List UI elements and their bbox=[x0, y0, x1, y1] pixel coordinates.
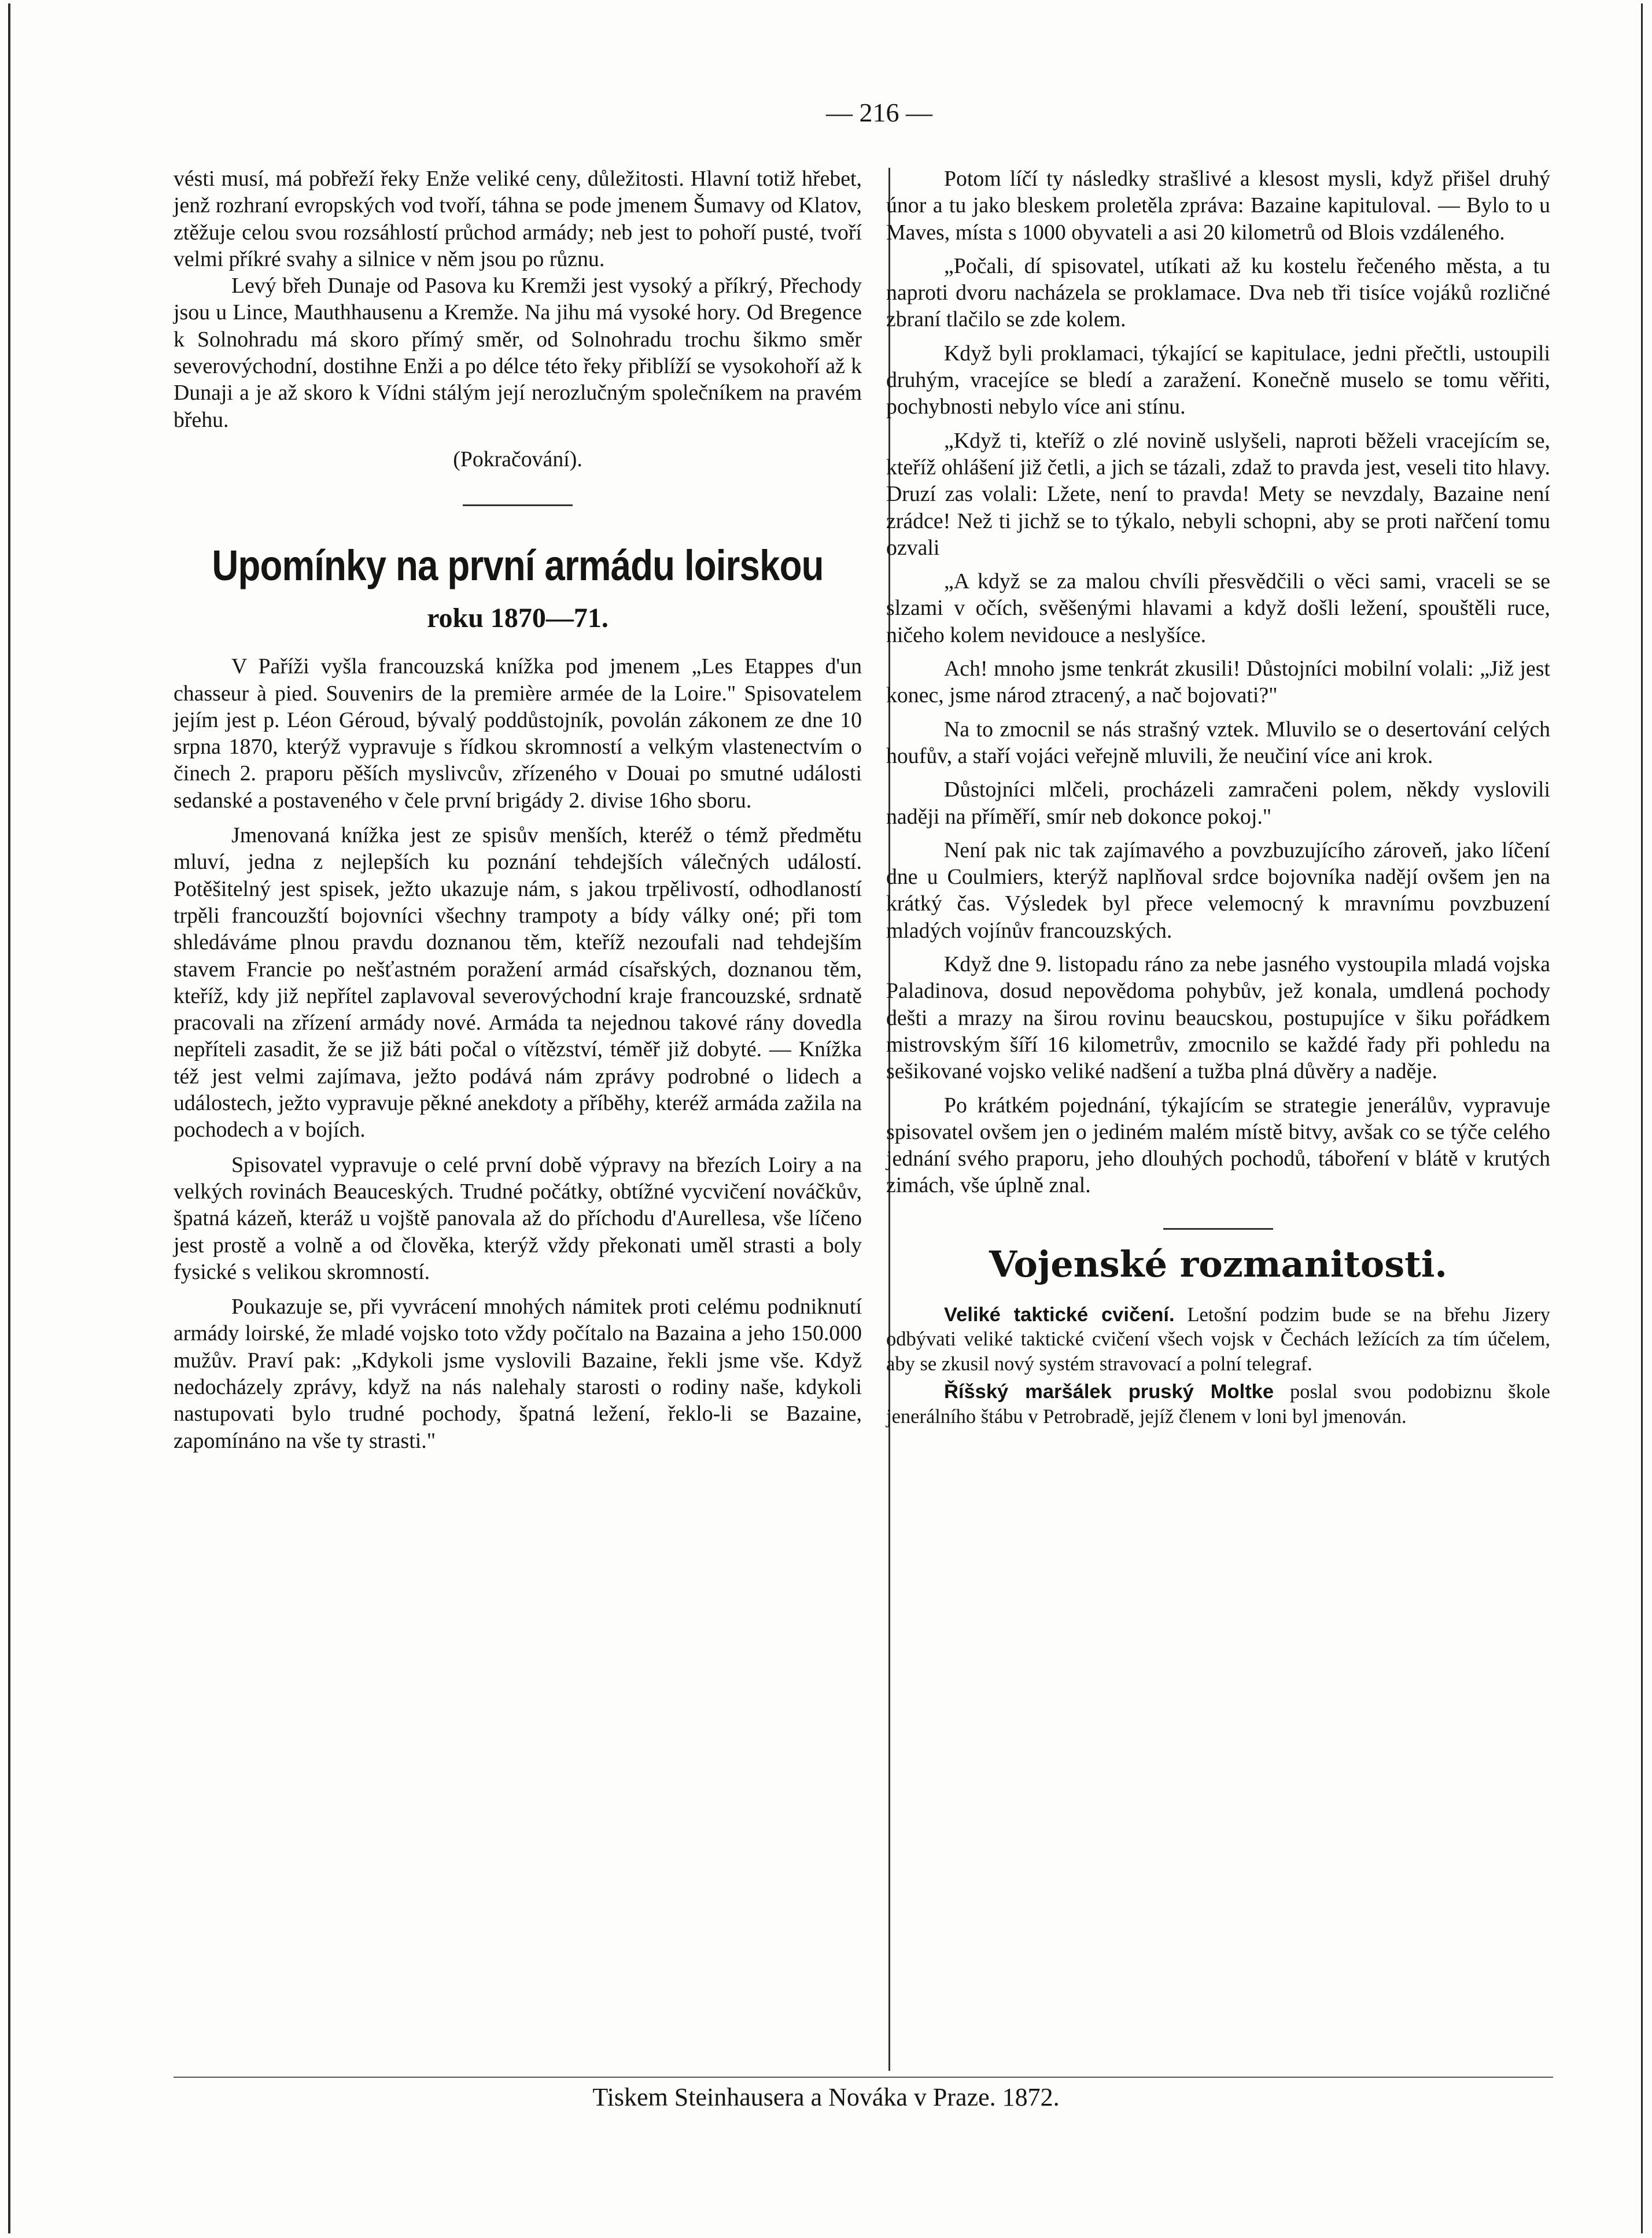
right-paragraph-8: Důstojníci mlčeli, procházeli zamračeni polem, někdy vyslovili naději na příměří, smír neb dokonce pokoj." bbox=[886, 777, 1550, 829]
left-paragraph-5: Spisovatel vypravuje o celé první době výpravy na březích Loiry a na velkých rovinách Beauceských. Trudné počátky, obtížné vycvičení nováčkův, špatná kázeň, kteráž u vojště panovala až do příchodu d'Aurellesa, vše líčeno jest prostě a volně a od člověka, kterýž vždy překonati uměl strasti a boly fysické s velikou skromností. bbox=[174, 1152, 862, 1284]
right-paragraph-10: Když dne 9. listopadu ráno za nebe jasného vystoupila mladá vojska Paladinova, dosud nepovědoma pohybův, jež konala, umdlená pochody dešti a mrazy na širou rovinu beaucskou, postupujíce v šiku pořádkem mistrovským šíří 16 kilometrův, zmocnilo se každé řady při pohledu na sešikované vojsko veliké nadšení a tužba plná důvěry a naděje. bbox=[886, 952, 1550, 1084]
section-divider bbox=[463, 504, 573, 506]
news-item-1-heading: Veliké taktické cvičení. bbox=[944, 1303, 1175, 1326]
right-paragraph-7: Na to zmocnil se nás strašný vztek. Mluvilo se o desertování celých houfův, a staří vojáci veřejně mluvili, že neučiní více ani krok. bbox=[886, 717, 1550, 768]
printer-imprint: Tiskem Steinhausera a Nováka v Praze. 1872. bbox=[592, 2083, 1060, 2111]
news-item-2 bbox=[886, 1380, 1550, 1429]
page-number: — 216 — bbox=[826, 98, 932, 127]
news-item-1-text: Letošní podzim bude se na břehu Jizery odbývati veliké taktické cvičení všech vojsk v Čechách ležících za tím účelem, aby se zkusil nový systém stravovací a polní telegraf. bbox=[886, 1303, 1550, 1375]
left-paragraph-1: vésti musí, má pobřeží řeky Enže veliké ceny, důležitosti. Hlavní totiž hřebet, jenž rozhraní evropských vod tvoří, táhna se pode jmenem Šumavy od Klatov, ztěžuje celou svou rozsáhlostí průchod armády; neb jest to pohoří pusté, tvoří velmi příkré svahy a silnice v něm jsou po různu. bbox=[174, 167, 862, 271]
right-paragraph-1: Potom líčí ty následky strašlivé a klesost mysli, když přišel druhý únor a tu jako bleskem proletěla zpráva: Bazaine kapituloval. — Bylo to u Maves, místa s 1000 obyvateli a asi 20 kilometrů od Blois vzdáleného. bbox=[886, 167, 1550, 245]
right-paragraph-9: Není pak nic tak zajímavého a povzbuzujícího zároveň, jako líčení dne u Coulmiers, kterýž naplňoval srdce bojovníka nadějí ovšem jen na krátký čas. Výsledek byl přece velemocný k mravnímu povzbuzení mladých vojínův francouzských. bbox=[886, 838, 1550, 943]
left-column bbox=[174, 165, 862, 1454]
left-paragraph-4: Jmenovaná knížka jest ze spisův menších, kteréž o témž předmětu mluví, jedna z nejlepších ku poznání tehdejších válečných událostí. Potěšitelný jest spisek, ježto ukazuje nám, s jakou trpělivostí, odhodlaností trpěli francouzští bojovníci všechny trampoty a bídy války oné; při tom shledáváme plnou pravdu doznanou těm, kteříž nezoufali nad tehdejším stavem Francie po nešťastném poražení armád císařských, doznanou těm, kteříž, kdy již nepřítel zaplavoval severovýchodní kraje francouzské, srdnatě pracovali na zřízení armády nové. Armáda ta nejednou takové rány dovedla nepříteli zasadit, že se již báti počal o vítězství, téměř již dobyté. — Knížka též jest velmi zajímava, ježto podává nám zprávy podrobné o lidech a událostech, ježto vypravuje pěkné anekdoty a příběhy, kteréž armáda zažila na pochodech a v bojích. bbox=[174, 823, 862, 1142]
news-item-2-heading: Říšský maršálek pruský Moltke bbox=[944, 1381, 1274, 1403]
right-paragraph-4: „Když ti, kteříž o zlé novině uslyšeli, naproti běželi vracejícím se, kteříž ohlášení již četli, a jich se tázali, zdaž to pravda jest, veseli tito hlavy. Druzí zas volali: Lžete, není to pravda! Mety se nevzdaly, Bazaine není zrádce! Než ti jichž se to týkalo, nebyli schopni, aby se proti nařčení tomu ozvali bbox=[886, 428, 1550, 560]
news-item-1 bbox=[886, 1303, 1550, 1377]
right-paragraph-2: „Počali, dí spisovatel, utíkati až ku kostelu řečeného města, a tu naproti dvoru nacházela se proklamace. Dva neb tři tisíce vojáků rozličné zbraní tlačilo se zde kolem. bbox=[886, 253, 1550, 332]
section-title: Vojenské rozmanitosti. bbox=[989, 1242, 1447, 1285]
left-paragraph-2: Levý břeh Dunaje od Pasova ku Kremži jest vysoký a příkrý, Přechody jsou u Lince, Mauthhausenu a Kremže. Na jihu má vysoké hory. Od Bregence k Solnohradu má skoro přímý směr, od Solnohradu trochu šikmo směr severovýchodní, dostihne Enži a po délce této řeky přiblíží se vysokohoří až k Dunaji a je až skoro k Vídni stálým její nerozlučným společníkem na pravém břehu. bbox=[174, 274, 862, 432]
left-paragraph-6: Poukazuje se, při vyvrácení mnohých námitek proti celému podniknutí armády loirské, že mladé vojsko toto vždy počítalo na Bazaina a jeho 150.000 mužův. Praví pak: „Kdykoli jsme vyslovili Bazaine, řekli jsme vše. Když nedocházely zprávy, když na nás nalehaly starosti o rodiny naše, kdykoli nastupovati bylo trudné pochody, špatná ležení, řeklo-li se Bazaine, zapomínáno na vše ty strasti." bbox=[174, 1295, 862, 1453]
right-paragraph-6: Ach! mnoho jsme tenkrát zkusili! Důstojníci mobilní volali: „Již jest konec, jsme národ ztracený, a nač bojovati?" bbox=[886, 657, 1550, 708]
right-paragraph-11: Po krátkém pojednání, týkajícím se strategie jenerálův, vypravuje spisovatel ovšem jen o jediném malém místě bitvy, avšak co se týče celého jednání svého praporu, jeho dlouhých pochodů, táboření v blátě v krutých zimách, vše úplně znal. bbox=[886, 1093, 1550, 1198]
footer-rule bbox=[174, 2077, 1553, 2078]
news-item-2-text: poslal svou podobiznu škole jenerálního štábu v Petrobradě, jejíž členem v loni byl jmenován. bbox=[886, 1381, 1550, 1428]
continued-note: (Pokračování). bbox=[453, 447, 582, 471]
section-divider-2 bbox=[1163, 1228, 1273, 1230]
right-column bbox=[886, 165, 1550, 1429]
left-paragraph-3: V Paříži vyšla francouzská knížka pod jmenem „Les Etappes d'un chasseur à pied. Souvenirs de la première armée de la Loire." Spisovatelem jejím jest p. Léon Géroud, bývalý poddůstojník, povolán zákonem ze dne 10 srpna 1870, kterýž vypravuje s řídkou skromností a velkým vlastenectvím o činech 2. praporu pěších myslivcův, zřízeného v Douai po smutné události sedanské a postaveného v čele první brigády 2. divise 16ho sboru. bbox=[174, 654, 862, 813]
article-subtitle: roku 1870—71. bbox=[427, 603, 609, 634]
right-paragraph-5: „A když se za malou chvíli přesvědčili o věci sami, vraceli se se slzami v očích, svěšenými hlavami a když došli ležení, spouštěli ruce, ničeho kolem nevidouce a neslyšíce. bbox=[886, 569, 1550, 647]
right-paragraph-3: Když byli proklamaci, týkající se kapitulace, jedni přečtli, ustoupili druhým, vracejíce se bledí a zaražení. Konečně muselo se tomu věřiti, pochybnosti nebylo více ani stínu. bbox=[886, 341, 1550, 419]
article-title: Upomínky na první armádu loirskou bbox=[212, 541, 824, 590]
